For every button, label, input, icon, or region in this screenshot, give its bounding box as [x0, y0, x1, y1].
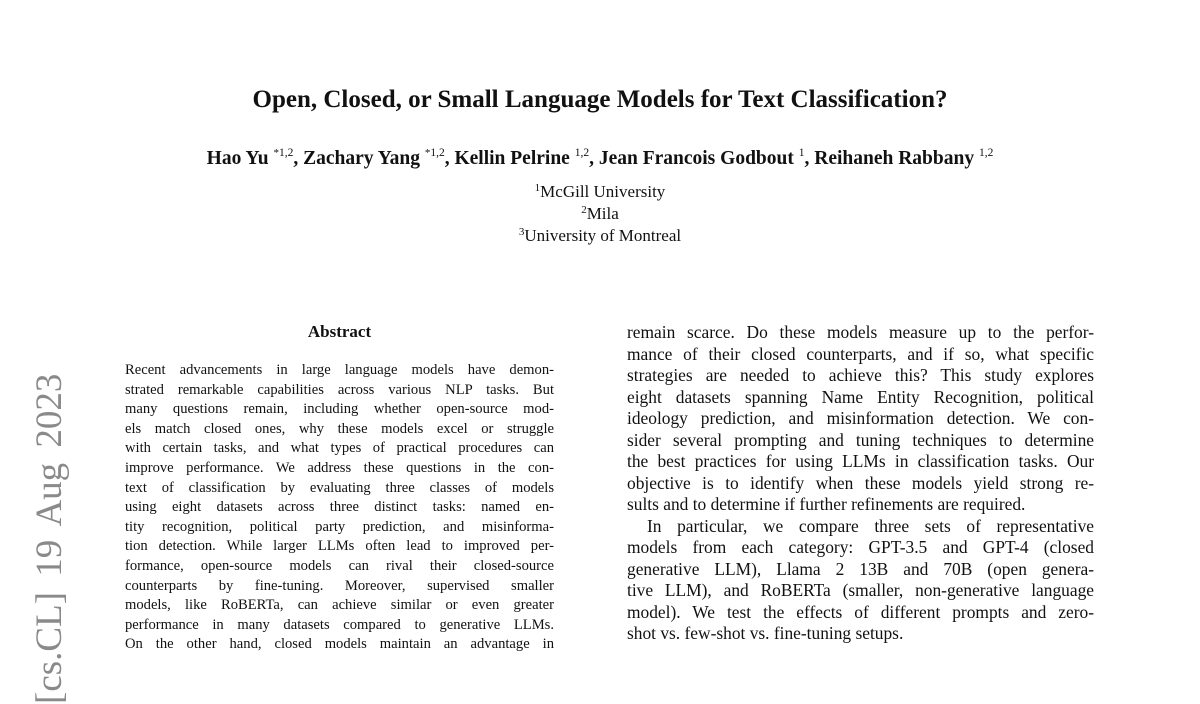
body-line: tive LLM), and RoBERTa (smaller, non-generative language — [627, 580, 1094, 600]
body-line: sider several prompting and tuning techniques to determine — [627, 429, 1094, 450]
body-line: the best practices for using LLMs in classification tasks. Our — [627, 451, 1094, 471]
abstract-line: using eight datasets across three distinct tasks: named en- — [125, 499, 554, 516]
body-line: objective is to identify when these models yield strong re- — [627, 472, 1094, 493]
abstract-line: strated remarkable capabilities across various NLP tasks. But — [125, 381, 554, 398]
paper-title: Open, Closed, or Small Language Models for Text Classification? — [252, 86, 948, 113]
author: Reihaneh Rabbany $^{1,2}$ — [814, 147, 994, 169]
abstract-body — [125, 361, 554, 655]
body-line: strategies are needed to achieve this? This study explores — [627, 365, 1094, 385]
affiliation: $^1$McGill University — [534, 182, 666, 201]
affiliation-list — [0, 181, 1200, 247]
abstract-line: tity recognition, political party prediction, and misinforma- — [125, 518, 554, 535]
abstract-line: counterparts by fine-tuning. Moreover, supervised smaller — [125, 577, 554, 594]
body-line: In particular, we compare three sets of representative — [647, 515, 1094, 536]
abstract-line: formance, open-source models can rival their closed-source — [125, 557, 554, 574]
affiliation: $^3$University of Montreal — [518, 226, 682, 245]
abstract-line: text of classification by evaluating three classes of models — [125, 479, 554, 496]
abstract-line: Recent advancements in large language models have demon- — [125, 362, 554, 378]
body-line: model). We test the effects of different prompts and zero- — [627, 601, 1094, 622]
author-list — [0, 146, 1200, 172]
author-affiliation-marker: 1,2 — [978, 147, 994, 159]
abstract-line: els match closed ones, why these models excel or struggle — [125, 420, 554, 437]
affiliation: $^2$Mila — [581, 204, 619, 223]
body-line: eight datasets spanning Name Entity Recognition, political — [627, 386, 1094, 407]
author-affiliation-marker: *1,2 — [424, 147, 445, 159]
abstract-line: On the other hand, closed models maintain an advantage in — [125, 636, 554, 653]
body-line: mance of their closed counterparts, and if so, what specific — [627, 343, 1094, 364]
author-affiliation-marker: *1,2 — [273, 147, 294, 159]
author: Jean Francois Godbout $^1$, — [598, 147, 815, 169]
body-line: sults and to determine if further refinements are required. — [627, 494, 1026, 514]
body-line: shot vs. few-shot vs. fine-tuning setups. — [627, 623, 904, 643]
abstract-line: with certain tasks, and what types of practical procedures can — [125, 440, 554, 457]
body-line: generative LLM), Llama 2 13B and 70B (open genera- — [627, 558, 1094, 579]
body-line: remain scarce. Do these models measure up to the perfor- — [627, 322, 1094, 342]
author: Kellin Pelrine $^{1,2}$, — [454, 147, 599, 169]
author-affiliation-marker: 1,2 — [574, 147, 590, 159]
abstract-line: many questions remain, including whether open-source mod- — [125, 401, 554, 418]
abstract-line: performance in many datasets compared to generative LLMs. — [125, 616, 554, 633]
author: Zachary Yang $^{*1,2}$, — [303, 147, 455, 169]
abstract-line: improve performance. We address these questions in the con- — [125, 459, 554, 476]
author: Hao Yu $^{*1,2}$, — [206, 147, 304, 169]
abstract-line: tion detection. While larger LLMs often lead to improved per- — [125, 538, 554, 555]
arxiv-stamp-text: [cs.CL] 19 Aug 2023 — [29, 373, 70, 704]
body-line: ideology prediction, and misinformation detection. We con- — [627, 408, 1094, 428]
abstract-line: models, like RoBERTa, can achieve similar or even greater — [125, 597, 554, 614]
abstract-heading: Abstract — [307, 322, 372, 341]
body-line: models from each category: GPT-3.5 and GPT-4 (closed — [627, 537, 1094, 557]
arxiv-side-stamp — [28, 304, 72, 704]
author-affiliation-marker: 1 — [798, 147, 805, 159]
introduction-column — [627, 322, 1094, 645]
